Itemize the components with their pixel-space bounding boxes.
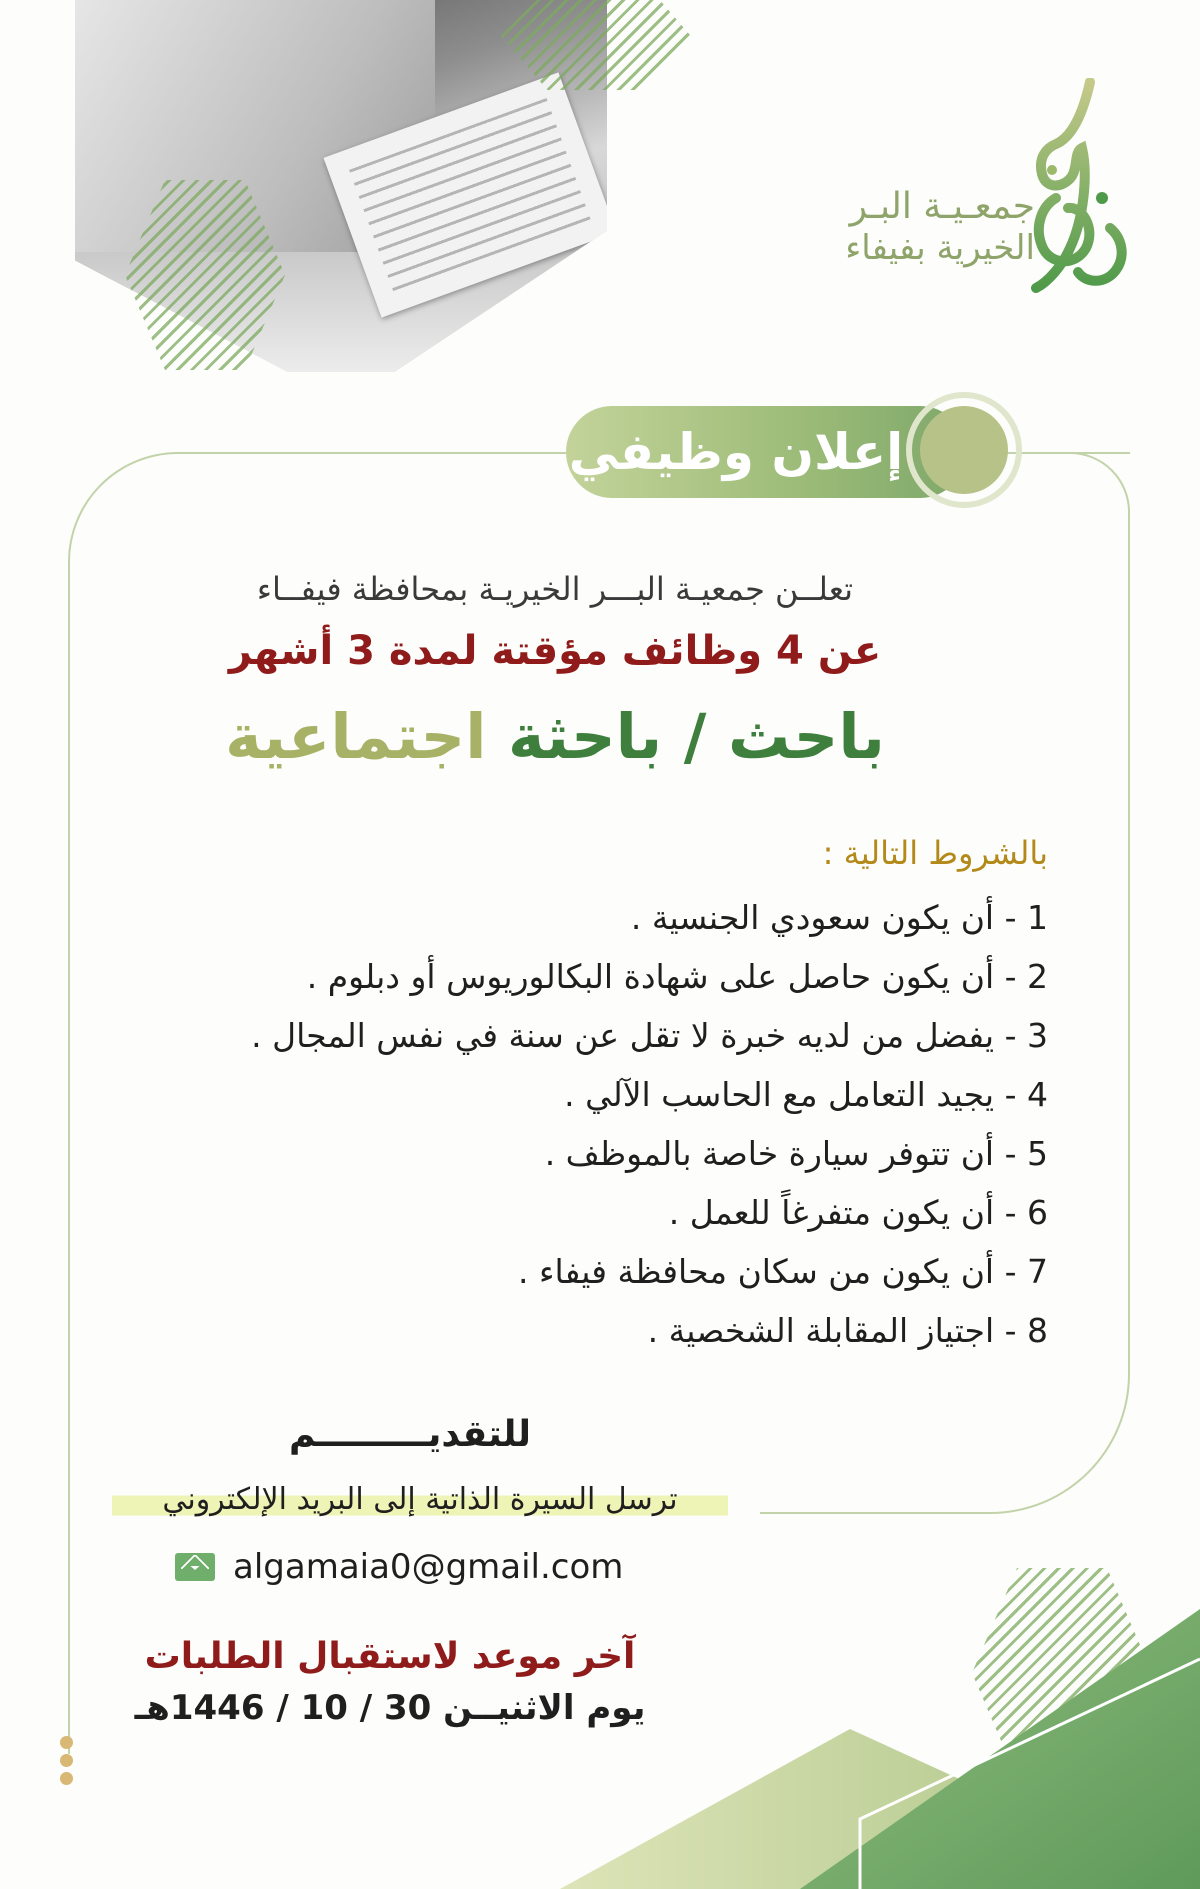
deadline-date: يوم الاثنيــن 30 / 10 / 1446هـ — [134, 1688, 646, 1728]
condition-item: 1 - أن يكون سعودي الجنسية . — [630, 898, 1048, 937]
email-link[interactable]: algamaia0@gmail.com — [233, 1547, 624, 1587]
condition-item: 5 - أن تتوفر سيارة خاصة بالموظف . — [544, 1134, 1048, 1173]
job-title-qualifier: اجتماعية — [225, 700, 487, 773]
intro-text: تعلــن جمعيـة البـــر الخيريـة بمحافظة فيفــاء — [256, 570, 854, 608]
condition-item: 2 - أن يكون حاصل على شهادة البكالوريوس أو دبلوم . — [306, 957, 1048, 996]
job-title-main: باحث / باحثة — [508, 700, 885, 773]
condition-item: 7 - أن يكون من سكان محافظة فيفاء . — [518, 1252, 1048, 1291]
apply-heading: للتقديـــــــــم — [288, 1414, 532, 1455]
title-pill-circle — [920, 406, 1008, 494]
job-title — [160, 700, 950, 773]
page-title: إعلان وظيفي — [568, 423, 904, 481]
headline-text: عن 4 وظائف مؤقتة لمدة 3 أشهر — [228, 628, 882, 674]
logo-line-1: جمعـيـة البـر — [849, 186, 1035, 227]
logo-line-2: الخيرية بفيفاء — [845, 228, 1035, 268]
condition-item: 4 - يجيد التعامل مع الحاسب الآلي . — [564, 1075, 1048, 1114]
condition-item: 3 - يفضل من لديه خبرة لا تقل عن سنة في نفس المجال . — [251, 1016, 1048, 1055]
bottom-triangles-decoration — [0, 1489, 1200, 1889]
apply-instruction: ترسل السيرة الذاتية إلى البريد الإلكتروني — [112, 1478, 728, 1522]
conditions-heading: بالشروط التالية : — [822, 834, 1048, 872]
conditions-list — [108, 888, 1048, 1360]
condition-item: 6 - أن يكون متفرغاً للعمل . — [668, 1193, 1048, 1232]
deadline-heading: آخر موعد لاستقبال الطلبات — [144, 1636, 636, 1677]
condition-item: 8 - اجتياز المقابلة الشخصية . — [647, 1311, 1048, 1350]
charity-logo — [820, 78, 1140, 298]
